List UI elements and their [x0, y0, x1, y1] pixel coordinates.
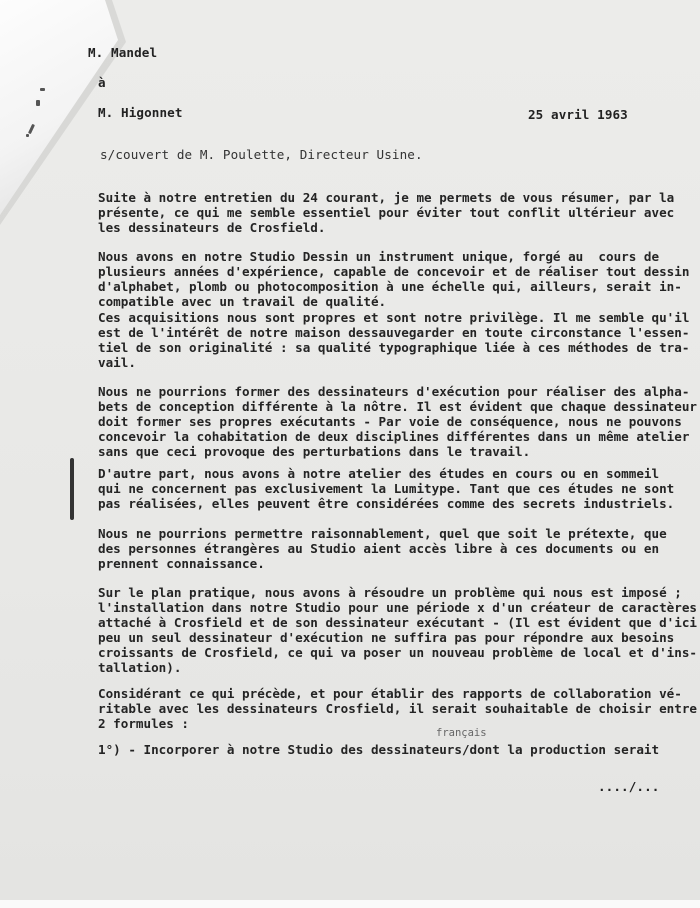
continuation-mark: ..../...: [598, 779, 660, 794]
body-line: Nous ne pourrions permettre raisonnablement, quel que soit le prétexte, que: [98, 526, 667, 541]
body-line: ritable avec les dessinateurs Crosfield, il serait souhaitable de choisir entre: [98, 701, 697, 716]
body-line: doit former ses propres exécutants - Par voie de conséquence, nous ne pouvons: [98, 414, 682, 429]
punch-mark: [40, 88, 45, 91]
body-line: attaché à Crosfield et de son dessinateur exécutant - (Il est évident que d'ici: [98, 615, 697, 630]
body-line: Considérant ce qui précède, et pour établir des rapports de collaboration vé-: [98, 686, 682, 701]
margin-bracket: [70, 458, 74, 520]
body-line: compatible avec un travail de qualité.: [98, 294, 387, 309]
list-item-1: 1°) - Incorporer à notre Studio des dessinateurs/dont la production serait: [98, 742, 660, 757]
body-line: tiel de son originalité : sa qualité typographique liée à ces méthodes de tra-: [98, 340, 690, 355]
scan-edge: [0, 900, 700, 908]
body-line: des personnes étrangères au Studio aient accès libre à ces documents ou en: [98, 541, 660, 556]
body-line: Nous avons en notre Studio Dessin un instrument unique, forgé au cours de: [98, 249, 660, 264]
body-line: sans que ceci provoque des perturbations dans le travail.: [98, 444, 531, 459]
body-line: Nous ne pourrions former des dessinateurs d'exécution pour réaliser des alpha-: [98, 384, 690, 399]
punch-mark: [36, 100, 40, 106]
body-line: D'autre part, nous avons à notre atelier des études en cours ou en sommeil: [98, 466, 660, 481]
body-line: croissants de Crosfield, ce qui va poser un nouveau problème de local et d'ins-: [98, 645, 697, 660]
body-line: concevoir la cohabitation de deux disciplines différentes dans un même atelier: [98, 429, 690, 444]
body-line: tallation).: [98, 660, 182, 675]
body-line: présente, ce qui me semble essentiel pour éviter tout conflit ultérieur avec: [98, 205, 675, 220]
cover-line: s/couvert de M. Poulette, Directeur Usine.: [100, 147, 423, 162]
body-line: qui ne concernent pas exclusivement la Lumitype. Tant que ces études ne sont: [98, 481, 675, 496]
body-line: les dessinateurs de Crosfield.: [98, 220, 326, 235]
letter-date: 25 avril 1963: [528, 107, 628, 122]
body-line: Sur le plan pratique, nous avons à résoudre un problème qui nous est imposé ;: [98, 585, 682, 600]
body-line: est de l'intérêt de notre maison dessauvegarder en toute circonstance l'essen-: [98, 325, 690, 340]
body-line: 2 formules :: [98, 716, 189, 731]
to-word: à: [98, 75, 106, 90]
body-line: vail.: [98, 355, 136, 370]
body-line: peu un seul dessinateur d'exécution ne suffira pas pour répondre aux besoins: [98, 630, 675, 645]
body-line: d'alphabet, plomb ou photocomposition à une échelle qui, ailleurs, serait in-: [98, 279, 682, 294]
sender: M. Mandel: [88, 45, 158, 60]
handwritten-annotation: français: [436, 727, 487, 739]
body-line: prennent connaissance.: [98, 556, 265, 571]
body-line: pas réalisées, elles peuvent être considérées comme des secrets industriels.: [98, 496, 675, 511]
body-line: l'installation dans notre Studio pour une période x d'un créateur de caractères: [98, 600, 697, 615]
body-line: Ces acquisitions nous sont propres et sont notre privilège. Il me semble qu'il: [98, 310, 690, 325]
body-line: bets de conception différente à la nôtre. Il est évident que chaque dessinateur: [98, 399, 697, 414]
recipient: M. Higonnet: [98, 105, 183, 120]
body-line: plusieurs années d'expérience, capable de concevoir et de réaliser tout dessin: [98, 264, 690, 279]
body-line: Suite à notre entretien du 24 courant, je me permets de vous résumer, par la: [98, 190, 675, 205]
punch-mark: [26, 134, 29, 137]
